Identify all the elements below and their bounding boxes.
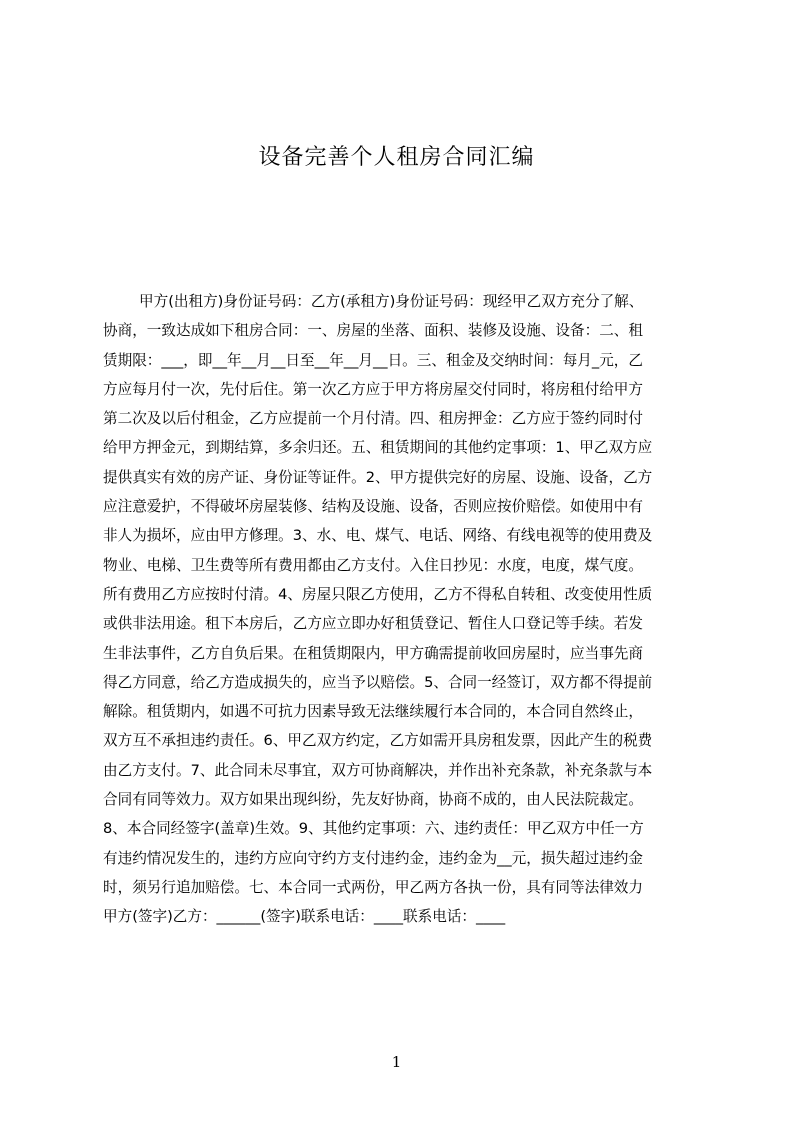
body-line: 得乙方同意，给乙方造成损失的，应当予以赔偿。5、合同一经签订，双方都不得提前 xyxy=(103,673,653,691)
body-line: 方应每月付一次，先付后住。第一次乙方应于甲方将房屋交付同时，将房租付给甲方 xyxy=(103,380,643,398)
contract-body xyxy=(103,287,699,926)
document-title: 设备完善个人租房合同汇编 xyxy=(258,145,535,170)
body-line: 提供真实有效的房产证、身份证等证件。2、甲方提供完好的房屋、设施、设备，乙方 xyxy=(103,468,653,486)
body-line: 协商，一致达成如下租房合同：一、房屋的坐落、面积、装修及设施、设备：二、租 xyxy=(103,322,643,340)
body-line: 所有费用乙方应按时付清。4、房屋只限乙方使用，乙方不得私自转租、改变使用性质 xyxy=(103,585,653,603)
body-line: 赁期限：___，即__年__月__日至__年__月__日。三、租金及交纳时间：每月_元，乙 xyxy=(103,351,643,369)
body-line: 时，须另行追加赔偿。七、本合同一式两份，甲乙两方各执一份，具有同等法律效力 xyxy=(103,878,643,896)
body-line: 合同有同等效力。双方如果出现纠纷，先友好协商，协商不成的，由人民法院裁定。 xyxy=(103,791,643,809)
signature-line: 甲方(签字)乙方：______(签字)联系电话：____联系电话：____ xyxy=(103,908,506,926)
body-line: 由乙方支付。7、此合同未尽事宜，双方可协商解决，并作出补充条款，补充条款与本 xyxy=(103,761,653,779)
body-line: 给甲方押金元，到期结算，多余归还。五、租赁期间的其他约定事项：1、甲乙双方应 xyxy=(103,439,653,457)
body-line: 有违约情况发生的，违约方应向守约方支付违约金，违约金为__元，损失超过违约金 xyxy=(103,849,643,867)
body-line: 双方互不承担违约责任。6、甲乙双方约定，乙方如需开具房租发票，因此产生的税费 xyxy=(103,732,653,750)
body-line: 甲方(出租方)身份证号码：乙方(承租方)身份证号码：现经甲乙双方充分了解、 xyxy=(139,293,644,310)
body-line: 或供非法用途。租下本房后，乙方应立即办好租赁登记、暂住人口登记等手续。若发 xyxy=(103,615,643,633)
body-line: 物业、电梯、卫生费等所有费用都由乙方支付。入住日抄见：水度，电度，煤气度。 xyxy=(103,556,643,574)
body-line: 解除。租赁期内，如遇不可抗力因素导致无法继续履行本合同的，本合同自然终止， xyxy=(103,703,643,721)
body-line: 第二次及以后付租金，乙方应提前一个月付清。四、租房押金：乙方应于签约同时付 xyxy=(103,410,643,428)
body-line: 应注意爱护，不得破坏房屋装修、结构及设施、设备，否则应按价赔偿。如使用中有 xyxy=(103,498,643,516)
body-line: 8、本合同经签字(盖章)生效。9、其他约定事项：六、违约责任：甲乙双方中任一方 xyxy=(103,820,644,838)
page-number: 1 xyxy=(391,1053,402,1071)
body-line: 非人为损坏，应由甲方修理。3、水、电、煤气、电话、网络、有线电视等的使用费及 xyxy=(103,527,653,545)
body-line: 生非法事件，乙方自负后果。在租赁期限内，甲方确需提前收回房屋时，应当事先商 xyxy=(103,644,643,662)
